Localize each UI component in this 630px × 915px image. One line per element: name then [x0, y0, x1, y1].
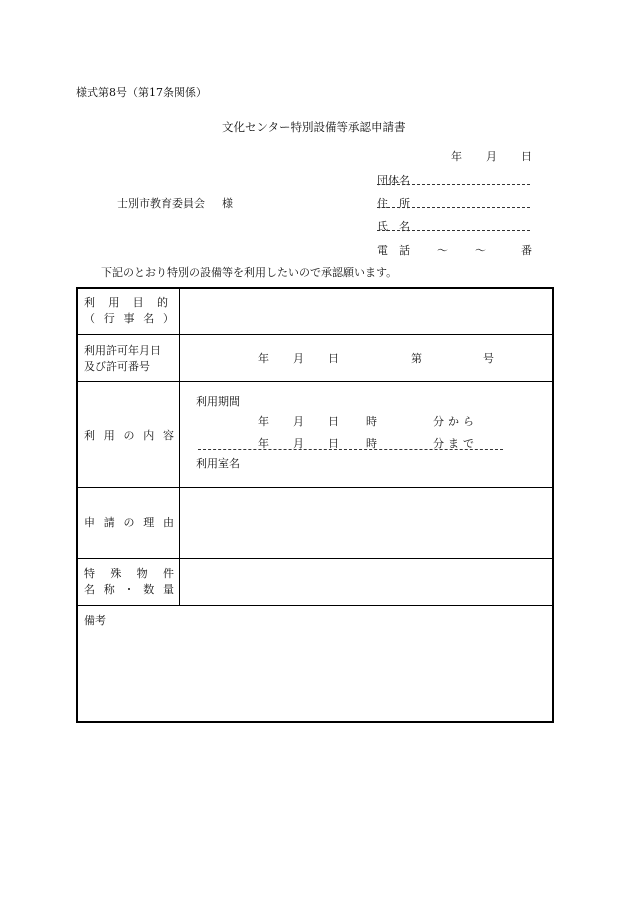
phone-separator-1: 〜: [437, 244, 448, 257]
intro-text: 下記のとおり特別の設備等を利用したいので承認願います。: [101, 266, 398, 279]
reason-input[interactable]: [181, 489, 551, 557]
group-name-field[interactable]: [377, 184, 530, 185]
addressee-name: 士別市教育委員会: [117, 197, 205, 210]
period-label: 利用期間: [196, 395, 240, 408]
period-underline: [198, 449, 503, 450]
remarks-input[interactable]: [79, 631, 551, 720]
name-field[interactable]: [377, 230, 530, 231]
row-divider: [78, 558, 552, 559]
application-table: [76, 287, 554, 723]
page-title: 文化センター特別設備等承認申請書: [222, 120, 406, 134]
form-number: 様式第8号（第17条関係）: [76, 86, 207, 99]
row-divider: [78, 381, 552, 382]
purpose-input[interactable]: [181, 290, 551, 333]
period-to: 年 月 日 時 分 ま で: [258, 437, 474, 450]
special-items-label: 特 殊 物 件 名 称 ・ 数 量: [84, 567, 174, 596]
phone-suffix: 番: [521, 244, 532, 257]
reason-label: 申 請 の 理 由: [84, 516, 174, 529]
row-divider: [78, 487, 552, 488]
date-year: 年: [451, 150, 462, 163]
remarks-label: 備考: [84, 614, 106, 627]
phone-separator-2: 〜: [475, 244, 486, 257]
permit-number-suffix: 号: [483, 352, 494, 365]
row-divider: [78, 334, 552, 335]
period-from: 年 月 日 時 分 か ら: [258, 415, 474, 428]
permit-label: 利用許可年月日 及び許可番号: [84, 344, 161, 373]
address-field[interactable]: [377, 207, 530, 208]
row-divider: [78, 605, 552, 606]
date-month: 月: [486, 150, 497, 163]
permit-day: 日: [328, 352, 339, 365]
name-label: 氏 名: [377, 220, 410, 233]
address-label: 住 所: [377, 197, 410, 210]
room-name-label: 利用室名: [196, 457, 240, 470]
phone-label: 電 話: [377, 244, 410, 257]
date-day: 日: [521, 150, 532, 163]
permit-number-prefix: 第: [411, 352, 422, 365]
content-label: 利 用 の 内 容: [84, 429, 174, 442]
purpose-label: 利 用 目 的 （ 行 事 名 ）: [84, 296, 174, 325]
addressee-honorific: 様: [222, 197, 233, 210]
permit-year: 年: [258, 352, 269, 365]
permit-month: 月: [293, 352, 304, 365]
special-items-input[interactable]: [181, 560, 551, 604]
group-name-label: 団体名: [377, 174, 410, 187]
